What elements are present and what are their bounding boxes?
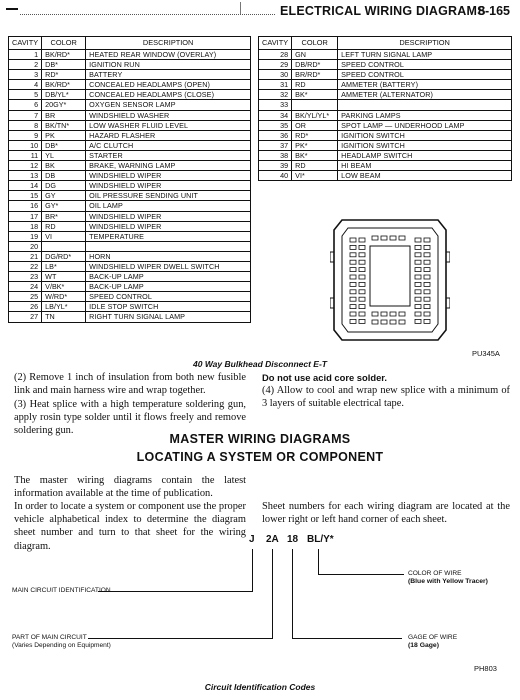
cell-cavity: 39 bbox=[259, 161, 292, 171]
code-part-circuit: 2A bbox=[266, 534, 279, 545]
table-row bbox=[9, 211, 251, 221]
connector-pin bbox=[350, 312, 356, 316]
cell-cavity: 22 bbox=[9, 261, 42, 271]
leader-color-h bbox=[318, 574, 404, 575]
leader-gage-h bbox=[292, 638, 402, 639]
table-row bbox=[9, 100, 251, 110]
cell-cavity: 30 bbox=[259, 70, 292, 80]
cell-cavity: 13 bbox=[9, 171, 42, 181]
cell-cavity: 26 bbox=[9, 302, 42, 312]
cell-cavity: 6 bbox=[9, 100, 42, 110]
cell-cavity: 12 bbox=[9, 161, 42, 171]
cell-color: GN bbox=[292, 50, 338, 60]
label-part-circuit: PART OF MAIN CIRCUIT bbox=[12, 634, 87, 641]
table-row bbox=[9, 191, 251, 201]
col-header-color: COLOR bbox=[292, 37, 338, 50]
cell-color: BK/YL/YL* bbox=[292, 110, 338, 120]
cell-cavity: 19 bbox=[9, 231, 42, 241]
connector-pin bbox=[350, 275, 356, 279]
connector-pin bbox=[415, 238, 421, 242]
cell-description: OIL PRESSURE SENDING UNIT bbox=[86, 191, 251, 201]
cell-description: SPEED CONTROL bbox=[338, 70, 512, 80]
table-row bbox=[9, 130, 251, 140]
connector-pin bbox=[415, 319, 421, 323]
cell-color: BK* bbox=[292, 150, 338, 160]
code-color: BL/Y* bbox=[307, 534, 334, 545]
connector-pin bbox=[350, 268, 356, 272]
cell-color: RD* bbox=[42, 70, 86, 80]
connector-pin bbox=[359, 253, 365, 257]
cavity-table-right bbox=[258, 36, 512, 181]
table-row bbox=[9, 140, 251, 150]
label-main-circuit: MAIN CIRCUIT IDENTIFICATION bbox=[12, 587, 111, 594]
cell-color: RD bbox=[42, 221, 86, 231]
cell-description: IDLE STOP SWITCH bbox=[86, 302, 251, 312]
leader-main-h bbox=[98, 591, 253, 592]
cell-color bbox=[292, 100, 338, 110]
header-tick bbox=[240, 2, 241, 14]
connector-pin bbox=[415, 290, 421, 294]
bulkhead-connector-diagram bbox=[330, 212, 450, 344]
cell-description: WINDSHIELD WASHER bbox=[86, 110, 251, 120]
connector-pin bbox=[350, 260, 356, 264]
connector-pin bbox=[415, 245, 421, 249]
connector-pin bbox=[359, 282, 365, 286]
figure-code: PU345A bbox=[472, 349, 500, 358]
cell-color: VI* bbox=[292, 171, 338, 181]
label-part-circuit-note: (Varies Depending on Equipment) bbox=[12, 642, 111, 649]
table-row bbox=[9, 90, 251, 100]
connector-pin bbox=[350, 245, 356, 249]
leader-part-v bbox=[272, 549, 273, 638]
table-row bbox=[259, 90, 512, 100]
connector-pin bbox=[359, 268, 365, 272]
cell-description: SPEED CONTROL bbox=[86, 292, 251, 302]
table-row bbox=[9, 50, 251, 60]
label-wire-color-note: (Blue with Yellow Tracer) bbox=[408, 578, 488, 585]
connector-pin bbox=[415, 268, 421, 272]
connector-pin bbox=[424, 290, 430, 294]
connector-pin bbox=[381, 320, 387, 324]
cell-color: LB/YL* bbox=[42, 302, 86, 312]
table-row bbox=[9, 312, 251, 322]
table-row bbox=[9, 181, 251, 191]
cell-description: HAZARD FLASHER bbox=[86, 130, 251, 140]
cell-cavity: 21 bbox=[9, 251, 42, 261]
connector-pin bbox=[372, 312, 378, 316]
table-row bbox=[9, 120, 251, 130]
cell-cavity: 25 bbox=[9, 292, 42, 302]
connector-pin bbox=[372, 320, 378, 324]
cell-description: WINDSHIELD WIPER DWELL SWITCH bbox=[86, 261, 251, 271]
cell-description: IGNITION SWITCH bbox=[338, 140, 512, 150]
cell-cavity: 33 bbox=[259, 100, 292, 110]
leader-color-v bbox=[318, 549, 319, 574]
cell-color: LB* bbox=[42, 261, 86, 271]
step-3: (3) Heat splice with a high temperature soldering gun, apply rosin type solder until it flows freely and remove soldering gun. bbox=[14, 399, 246, 437]
cell-description: BATTERY bbox=[86, 70, 251, 80]
cell-description: BRAKE, WARNING LAMP bbox=[86, 161, 251, 171]
cell-color: BK/TN* bbox=[42, 120, 86, 130]
cell-color: RD bbox=[292, 80, 338, 90]
connector-pin bbox=[399, 312, 405, 316]
leader-main-v bbox=[252, 549, 253, 591]
cell-color: BK* bbox=[292, 90, 338, 100]
table-row bbox=[9, 60, 251, 70]
cell-cavity: 32 bbox=[259, 90, 292, 100]
connector-pin bbox=[399, 320, 405, 324]
label-wire-gage: GAGE OF WIRE bbox=[408, 634, 458, 641]
cell-description: SPEED CONTROL bbox=[338, 60, 512, 70]
connector-pin bbox=[390, 320, 396, 324]
cell-cavity: 9 bbox=[9, 130, 42, 140]
cell-color: DG/RD* bbox=[42, 251, 86, 261]
step-2: (2) Remove 1 inch of insulation from both new fusible link and main harness wire and wrap together. bbox=[14, 372, 246, 397]
cell-description: LOW WASHER FLUID LEVEL bbox=[86, 120, 251, 130]
connector-pin bbox=[359, 275, 365, 279]
connector-pin bbox=[390, 312, 396, 316]
cell-description: WINDSHIELD WIPER bbox=[86, 211, 251, 221]
connector-pin bbox=[350, 282, 356, 286]
connector-pin bbox=[350, 319, 356, 323]
cell-color: PK bbox=[42, 130, 86, 140]
connector-pin bbox=[415, 297, 421, 301]
cell-description: OIL LAMP bbox=[86, 201, 251, 211]
cell-description: IGNITION RUN bbox=[86, 60, 251, 70]
table-row bbox=[259, 100, 512, 110]
cell-description: HORN bbox=[86, 251, 251, 261]
table-row bbox=[9, 70, 251, 80]
body-paragraph-1: The master wiring diagrams contain the latest information available at the time of publication. bbox=[14, 475, 246, 500]
connector-pin bbox=[424, 238, 430, 242]
cell-description: HEADLAMP SWITCH bbox=[338, 150, 512, 160]
cavity-table-left bbox=[8, 36, 251, 323]
connector-pin bbox=[399, 236, 405, 240]
table-row bbox=[9, 221, 251, 231]
cell-cavity: 16 bbox=[9, 201, 42, 211]
table-row bbox=[9, 201, 251, 211]
connector-pin bbox=[415, 282, 421, 286]
table-row bbox=[259, 140, 512, 150]
cell-color: DB/YL* bbox=[42, 90, 86, 100]
connector-pin bbox=[359, 312, 365, 316]
cell-cavity: 23 bbox=[9, 272, 42, 282]
label-wire-gage-note: (18 Gage) bbox=[408, 642, 439, 649]
cell-cavity: 34 bbox=[259, 110, 292, 120]
body-paragraph-3: Sheet numbers for each wiring diagram are located at the lower right or left hand corner of each sheet. bbox=[262, 501, 510, 526]
col-header-cavity: CAVITY bbox=[9, 37, 42, 50]
connector-pin bbox=[359, 319, 365, 323]
cell-color: PK* bbox=[292, 140, 338, 150]
cell-description: BACK-UP LAMP bbox=[86, 272, 251, 282]
cell-cavity: 3 bbox=[9, 70, 42, 80]
cell-description: SPOT LAMP — UNDERHOOD LAMP bbox=[338, 120, 512, 130]
table-row bbox=[9, 80, 251, 90]
cell-color: DB bbox=[42, 171, 86, 181]
label-wire-color: COLOR OF WIRE bbox=[408, 570, 462, 577]
header-mark bbox=[6, 8, 18, 10]
col-header-description: DESCRIPTION bbox=[86, 37, 251, 50]
connector-pin bbox=[350, 305, 356, 309]
connector-pin bbox=[415, 253, 421, 257]
cell-description: HI BEAM bbox=[338, 161, 512, 171]
connector-pin bbox=[424, 282, 430, 286]
connector-pin bbox=[424, 260, 430, 264]
table-row bbox=[259, 50, 512, 60]
connector-pin bbox=[424, 297, 430, 301]
cell-cavity: 36 bbox=[259, 130, 292, 140]
body-paragraph-2: In order to locate a system or component use the proper vehicle alphabetical index to determine the diagram sheet number and turn to that sheet for the wiring diagram. bbox=[14, 501, 246, 552]
connector-pin bbox=[381, 236, 387, 240]
cell-color: BR/RD* bbox=[292, 70, 338, 80]
cell-cavity: 17 bbox=[9, 211, 42, 221]
connector-pins bbox=[350, 236, 430, 324]
connector-pin bbox=[415, 312, 421, 316]
cell-color: RD* bbox=[292, 130, 338, 140]
section-subtitle: LOCATING A SYSTEM OR COMPONENT bbox=[136, 450, 384, 464]
table-row bbox=[9, 302, 251, 312]
connector-pin bbox=[415, 275, 421, 279]
connector-pin bbox=[424, 245, 430, 249]
cell-color: DG bbox=[42, 181, 86, 191]
cell-color bbox=[42, 241, 86, 251]
leader-gage-v bbox=[292, 549, 293, 638]
cell-description: WINDSHIELD WIPER bbox=[86, 221, 251, 231]
connector-pin bbox=[350, 290, 356, 294]
page-header-title: ELECTRICAL WIRING DIAGRAMS bbox=[280, 4, 486, 18]
cell-cavity: 27 bbox=[9, 312, 42, 322]
page-number: 8-165 bbox=[478, 4, 510, 18]
cell-color: RD bbox=[292, 161, 338, 171]
cell-cavity: 24 bbox=[9, 282, 42, 292]
section-title: MASTER WIRING DIAGRAMS bbox=[169, 432, 351, 446]
table-row bbox=[259, 70, 512, 80]
cell-color: W/RD* bbox=[42, 292, 86, 302]
connector-pin bbox=[424, 319, 430, 323]
cell-cavity: 2 bbox=[9, 60, 42, 70]
cell-description: WINDSHIELD WIPER bbox=[86, 171, 251, 181]
cell-color: BK bbox=[42, 161, 86, 171]
cell-description: CONCEALED HEADLAMPS (CLOSE) bbox=[86, 90, 251, 100]
cell-cavity: 38 bbox=[259, 150, 292, 160]
cell-cavity: 31 bbox=[259, 80, 292, 90]
connector-pin bbox=[424, 312, 430, 316]
cell-cavity: 10 bbox=[9, 140, 42, 150]
cell-color: GY* bbox=[42, 201, 86, 211]
cell-cavity: 29 bbox=[259, 60, 292, 70]
leader-part-h bbox=[88, 638, 273, 639]
cell-description: LOW BEAM bbox=[338, 171, 512, 181]
cell-color: DB* bbox=[42, 60, 86, 70]
cell-color: OR bbox=[292, 120, 338, 130]
table-row bbox=[9, 110, 251, 120]
table-row bbox=[9, 150, 251, 160]
cell-color: TN bbox=[42, 312, 86, 322]
cell-cavity: 8 bbox=[9, 120, 42, 130]
cell-cavity: 14 bbox=[9, 181, 42, 191]
table-row bbox=[259, 171, 512, 181]
table-row bbox=[259, 161, 512, 171]
cell-description: HEATED REAR WINDOW (OVERLAY) bbox=[86, 50, 251, 60]
connector-pin bbox=[424, 253, 430, 257]
connector-pin bbox=[359, 260, 365, 264]
cell-cavity: 40 bbox=[259, 171, 292, 181]
table-row bbox=[9, 251, 251, 261]
connector-pin bbox=[350, 253, 356, 257]
cell-color: 20GY* bbox=[42, 100, 86, 110]
table-row bbox=[259, 150, 512, 160]
cell-color: YL bbox=[42, 150, 86, 160]
table-row bbox=[9, 261, 251, 271]
connector-pin bbox=[350, 238, 356, 242]
cell-color: BR* bbox=[42, 211, 86, 221]
table-row bbox=[259, 110, 512, 120]
figure-2-caption: Circuit Identification Codes bbox=[204, 682, 316, 692]
connector-pin bbox=[359, 290, 365, 294]
table-row bbox=[9, 282, 251, 292]
connector-pin bbox=[359, 305, 365, 309]
connector-pin bbox=[424, 275, 430, 279]
col-header-color: COLOR bbox=[42, 37, 86, 50]
connector-pin bbox=[359, 238, 365, 242]
connector-pin bbox=[359, 297, 365, 301]
cell-description: CONCEALED HEADLAMPS (OPEN) bbox=[86, 80, 251, 90]
table-row bbox=[259, 120, 512, 130]
connector-pin bbox=[415, 260, 421, 264]
cell-cavity: 11 bbox=[9, 150, 42, 160]
cell-color: GY bbox=[42, 191, 86, 201]
connector-pin bbox=[350, 297, 356, 301]
table-row bbox=[9, 272, 251, 282]
cell-cavity: 15 bbox=[9, 191, 42, 201]
cell-cavity: 28 bbox=[259, 50, 292, 60]
cell-description: STARTER bbox=[86, 150, 251, 160]
connector-pin bbox=[424, 305, 430, 309]
connector-pin bbox=[359, 245, 365, 249]
cell-description: A/C CLUTCH bbox=[86, 140, 251, 150]
connector-pin bbox=[424, 268, 430, 272]
code-main-circuit: J bbox=[249, 534, 255, 545]
cell-description: RIGHT TURN SIGNAL LAMP bbox=[86, 312, 251, 322]
cell-cavity: 20 bbox=[9, 241, 42, 251]
connector-pin bbox=[381, 312, 387, 316]
cell-description: WINDSHIELD WIPER bbox=[86, 181, 251, 191]
cell-cavity: 5 bbox=[9, 90, 42, 100]
connector-pin bbox=[372, 236, 378, 240]
table-row bbox=[259, 80, 512, 90]
cell-cavity: 37 bbox=[259, 140, 292, 150]
table-row bbox=[9, 241, 251, 251]
cell-cavity: 35 bbox=[259, 120, 292, 130]
figure-2-code: PH803 bbox=[474, 664, 497, 673]
col-header-description: DESCRIPTION bbox=[338, 37, 512, 50]
step-4: (4) Allow to cool and wrap new splice with a minimum of 3 layers of suitable electrical tape. bbox=[262, 385, 510, 410]
warning-text: Do not use acid core solder. bbox=[262, 372, 388, 383]
cell-description: TEMPERATURE bbox=[86, 231, 251, 241]
cell-description: BACK-UP LAMP bbox=[86, 282, 251, 292]
cell-description bbox=[86, 241, 251, 251]
table-row bbox=[259, 60, 512, 70]
cell-description: OXYGEN SENSOR LAMP bbox=[86, 100, 251, 110]
table-row bbox=[259, 130, 512, 140]
table-row bbox=[9, 171, 251, 181]
col-header-cavity: CAVITY bbox=[259, 37, 292, 50]
connector-pin bbox=[415, 305, 421, 309]
cell-description bbox=[338, 100, 512, 110]
table-row bbox=[9, 292, 251, 302]
figure-caption: 40 Way Bulkhead Disconnect E-T bbox=[193, 359, 327, 369]
cell-color: BR bbox=[42, 110, 86, 120]
cell-cavity: 18 bbox=[9, 221, 42, 231]
cell-color: BK/RD* bbox=[42, 80, 86, 90]
cell-cavity: 4 bbox=[9, 80, 42, 90]
cell-cavity: 1 bbox=[9, 50, 42, 60]
cell-cavity: 7 bbox=[9, 110, 42, 120]
cell-description: AMMETER (ALTERNATOR) bbox=[338, 90, 512, 100]
cell-description: IGNITION SWITCH bbox=[338, 130, 512, 140]
table-row bbox=[9, 231, 251, 241]
cell-color: DB* bbox=[42, 140, 86, 150]
table-row bbox=[9, 161, 251, 171]
connector-pin bbox=[390, 236, 396, 240]
cell-description: LEFT TURN SIGNAL LAMP bbox=[338, 50, 512, 60]
cell-description: PARKING LAMPS bbox=[338, 110, 512, 120]
code-gage: 18 bbox=[287, 534, 299, 545]
cell-color: VI bbox=[42, 231, 86, 241]
cell-description: AMMETER (BATTERY) bbox=[338, 80, 512, 90]
cell-color: V/BK* bbox=[42, 282, 86, 292]
cell-color: BK/RD* bbox=[42, 50, 86, 60]
cell-color: WT bbox=[42, 272, 86, 282]
cell-color: DB/RD* bbox=[292, 60, 338, 70]
header-rule bbox=[20, 14, 275, 15]
